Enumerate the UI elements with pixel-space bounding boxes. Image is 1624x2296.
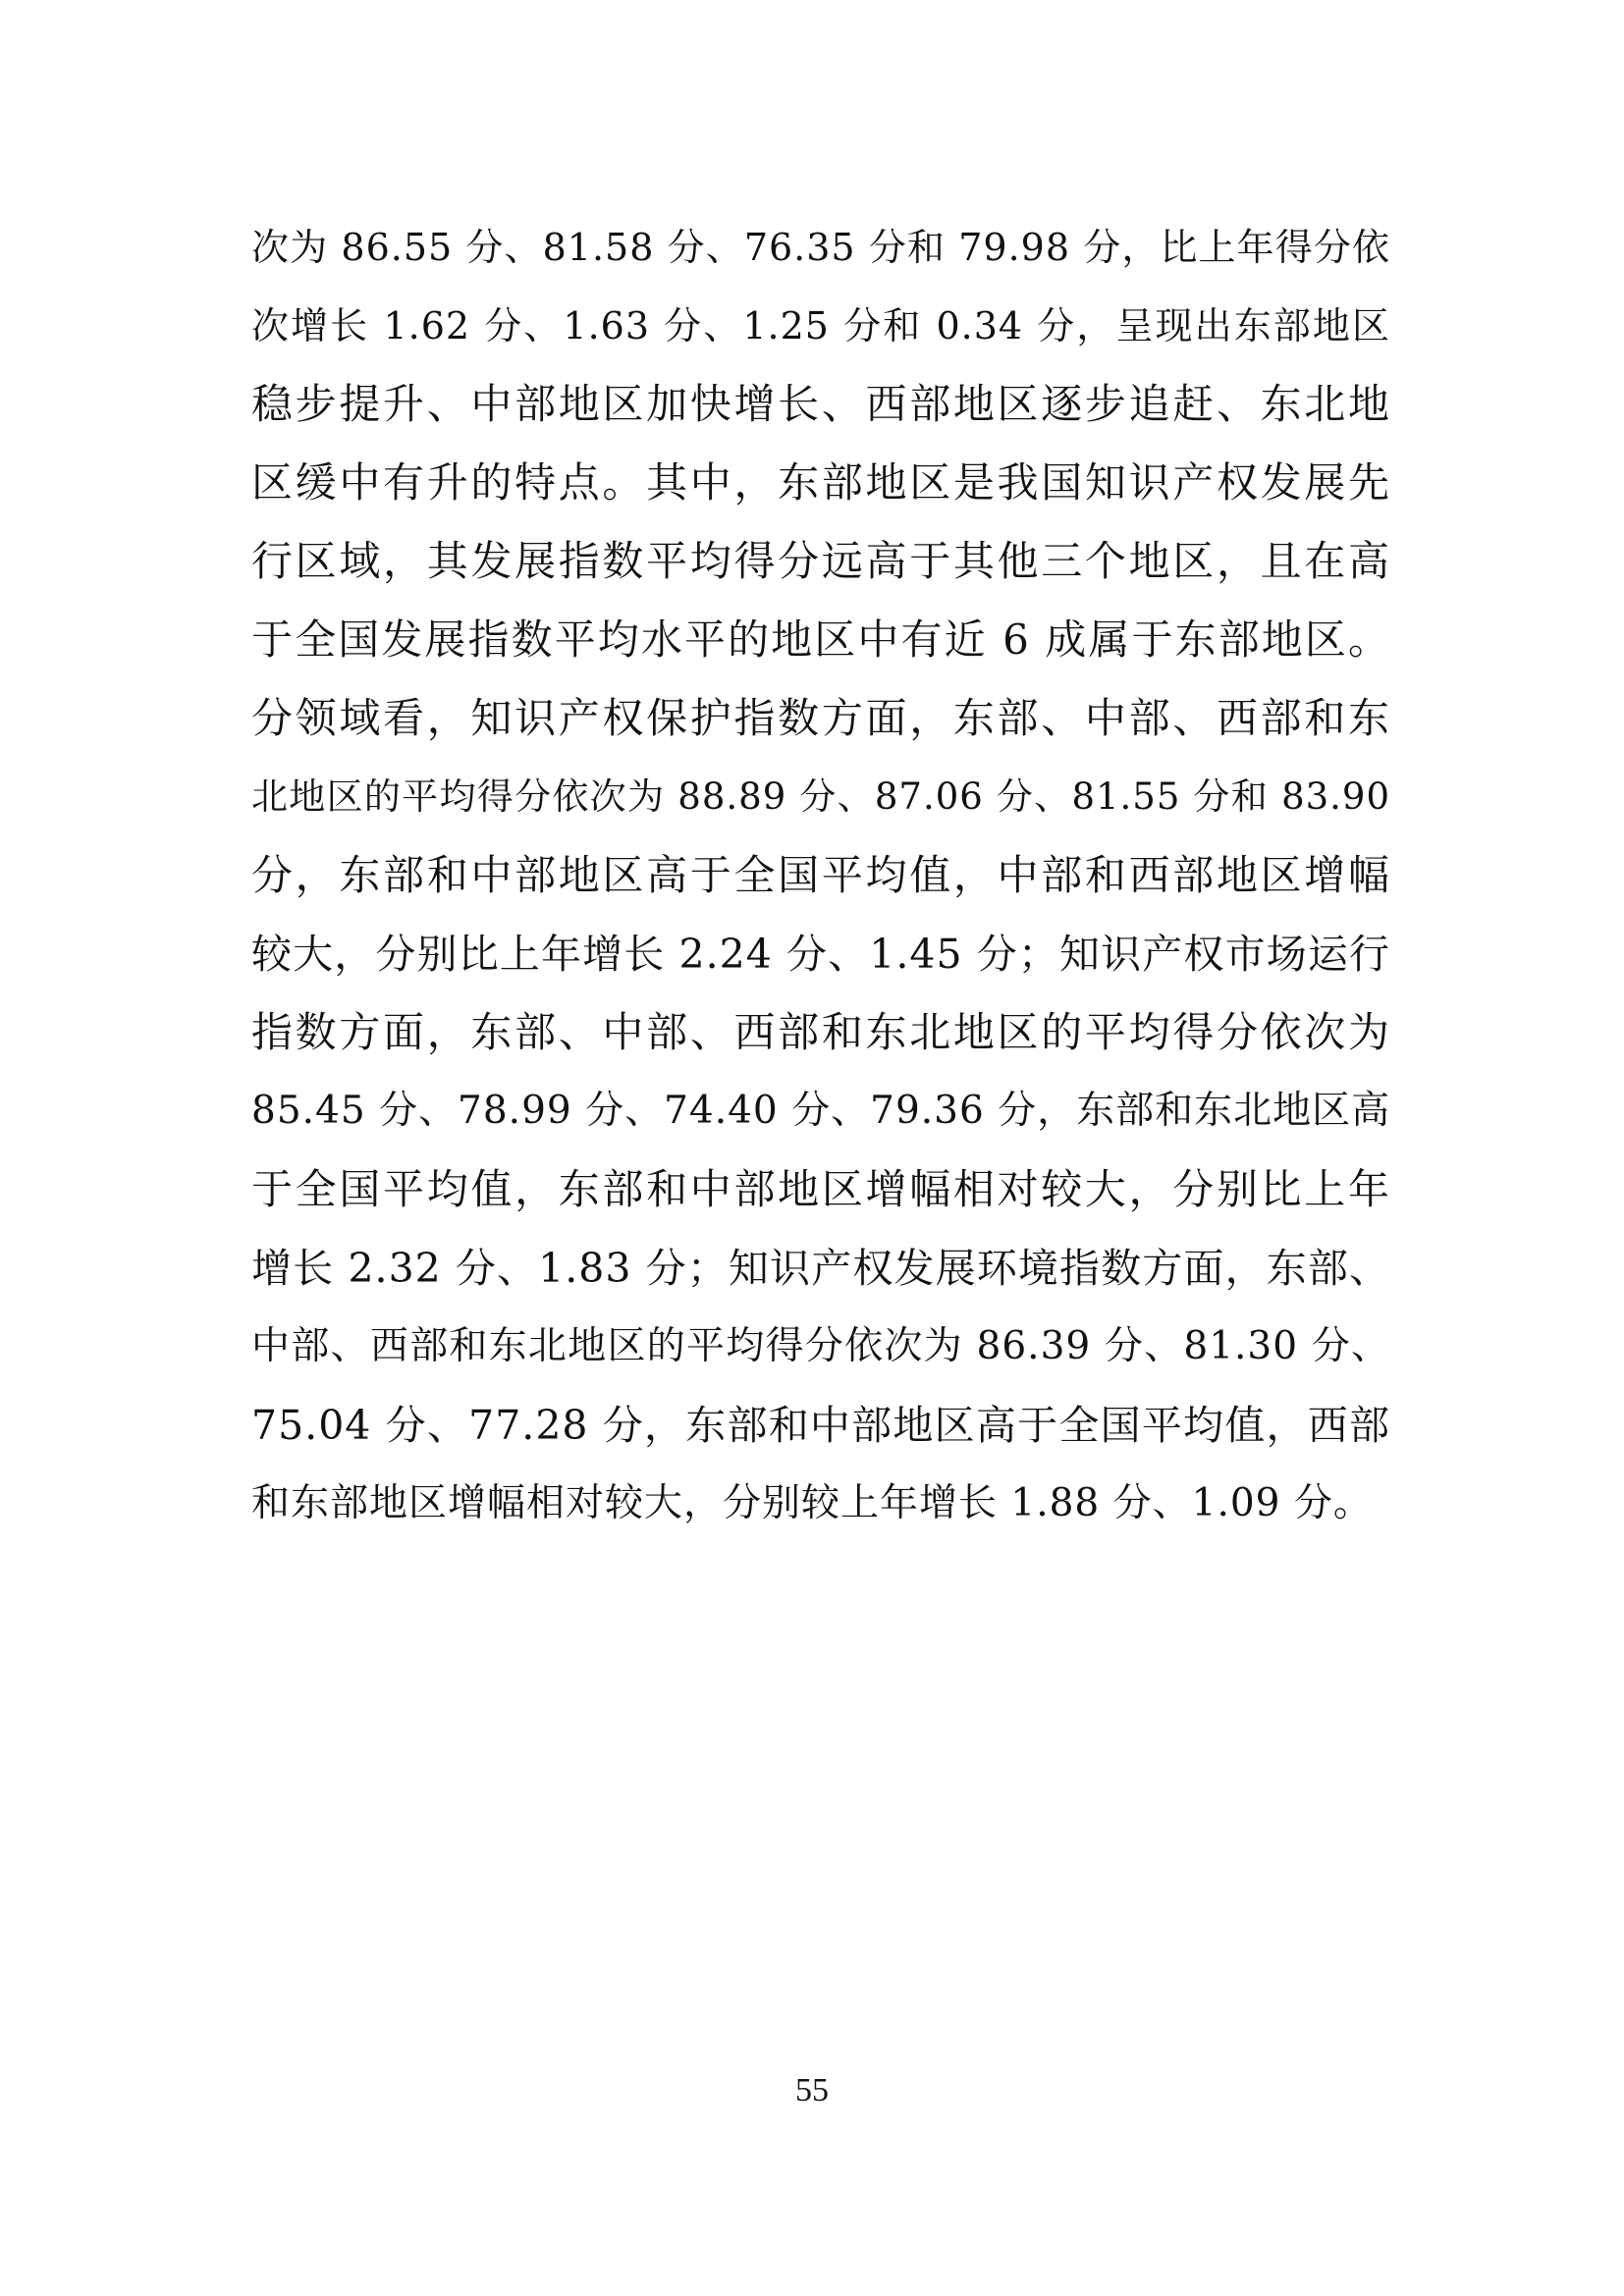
text-line: 75.04 分、77.28 分，东部和中部地区高于全国平均值，西部 [251,1402,1390,1449]
text-line: 稳步提升、中部地区加快增长、西部地区逐步追赶、东北地 [251,380,1390,428]
text-line: 行区域，其发展指数平均得分远高于其他三个地区，且在高 [251,537,1390,585]
text-line: 次为 86.55 分、81.58 分、76.35 分和 79.98 分，比上年得分依 [251,226,1390,269]
text-line: 北地区的平均得分依次为 88.89 分、87.06 分、81.55 分和 83.90 [251,775,1390,818]
text-line: 分领域看，知识产权保护指数方面，东部、中部、西部和东 [251,694,1390,742]
text-line: 区缓中有升的特点。其中，东部地区是我国知识产权发展先 [251,458,1390,507]
page-number: 55 [795,2072,829,2109]
text-line: 指数方面，东部、中部、西部和东北地区的平均得分依次为 [251,1008,1390,1056]
text-line: 和东部地区增幅相对较大，分别较上年增长 1.88 分、1.09 分。 [251,1481,1373,1525]
text-line: 较大，分别比上年增长 2.24 分、1.45 分；知识产权市场运行 [251,931,1390,978]
text-line: 于全国平均值，东部和中部地区增幅相对较大，分别比上年 [251,1165,1390,1213]
text-line: 中部、西部和东北地区的平均得分依次为 86.39 分、81.30 分、 [251,1324,1390,1368]
text-line: 85.45 分、78.99 分、74.40 分、79.36 分，东部和东北地区高 [251,1089,1391,1133]
body-paragraph [251,208,1390,1543]
text-line: 增长 2.32 分、1.83 分；知识产权发展环境指数方面，东部、 [251,1245,1390,1292]
text-line: 于全国发展指数平均水平的地区中有近 6 成属于东部地区。 [251,615,1390,664]
text-line: 次增长 1.62 分、1.63 分、1.25 分和 0.34 分，呈现出东部地区 [251,304,1390,347]
text-line: 分，东部和中部地区高于全国平均值，中部和西部地区增幅 [251,851,1390,899]
